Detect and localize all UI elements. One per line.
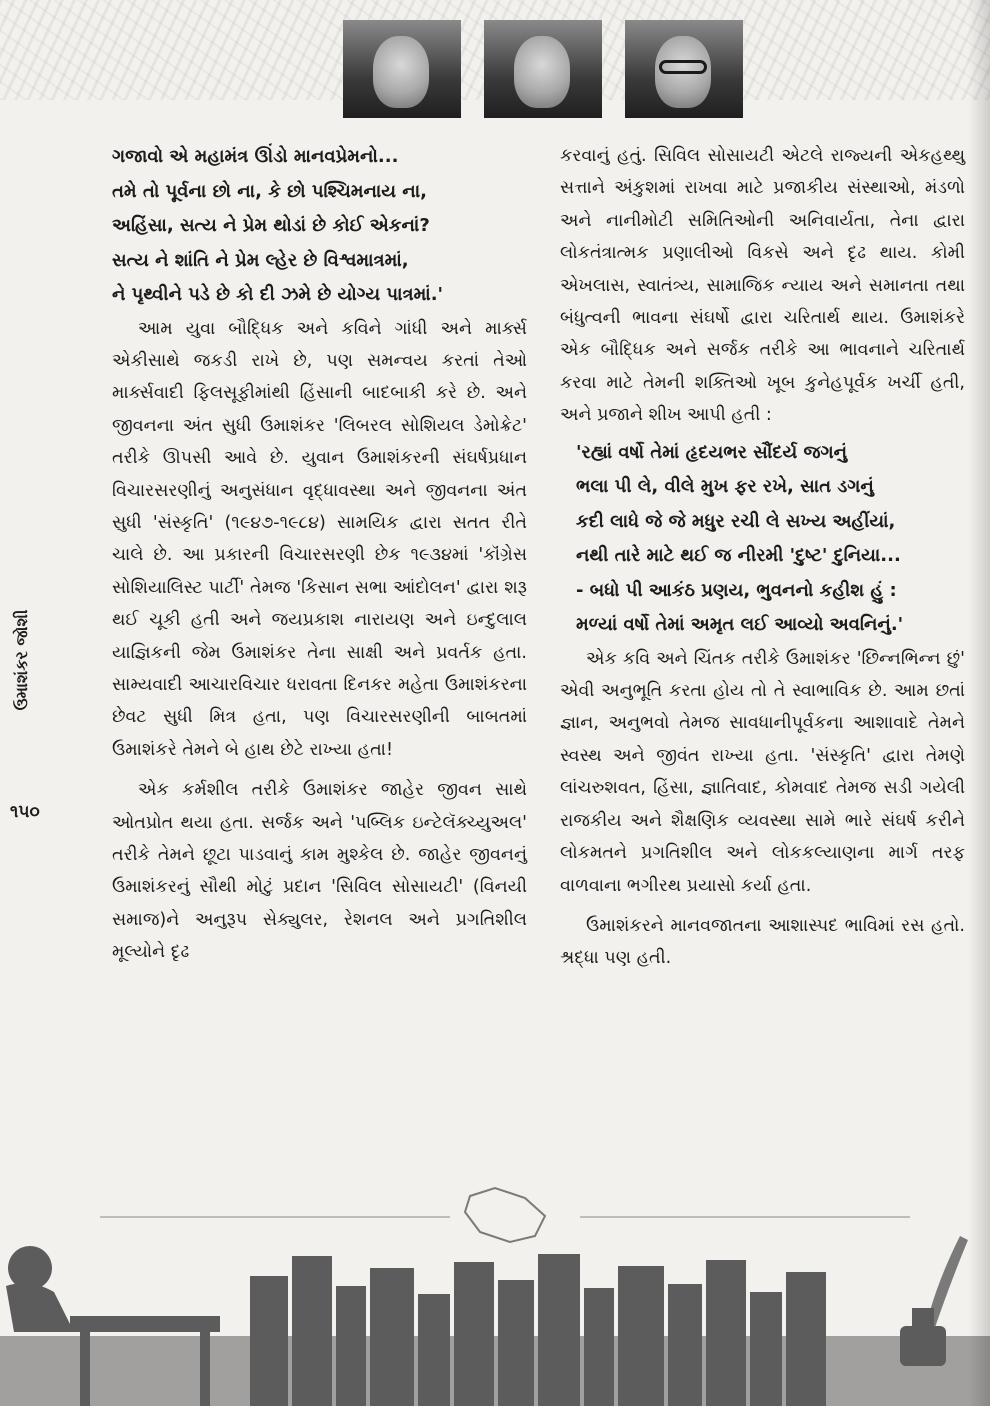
glasses-icon (659, 60, 707, 74)
portrait-face (514, 36, 570, 108)
poem-line: - બધો પી આકંઠ પ્રણય, ભુવનનો કહીશ હું : (576, 579, 897, 601)
portrait-photo-1 (343, 20, 461, 118)
portrait-face (373, 36, 429, 108)
poem-stanza-right (560, 436, 965, 643)
poem-line: મળ્યાં વર્ષો તેમાં અમૃત લઈ આવ્યો અવનિનું.' (576, 614, 904, 636)
poem-line: કદી લાધે જે જે મધુર રચી લે સખ્ય અહીંયાં, (576, 510, 896, 532)
running-title: ઉમાશંકર જોશી (12, 609, 31, 711)
poem-line: 'રહ્યાં વર્ષો તેમાં હૃદયભર સૌંદર્ય જગનું (576, 441, 848, 463)
body-paragraph: ઉમાશંકરને માનવજાતના આશાસ્પદ ભાવિમાં રસ હતો. શ્રદ્ધા પણ હતી. (560, 915, 965, 969)
body-paragraph: આમ યુવા બૌદ્ધિક અને કવિને ગાંધી અને માર્ક્સ એકીસાથે જકડી રાખે છે, પણ સમન્વય કરતાં તેઓ માર્ક્સવાદી ફિલસૂફીમાંથી હિંસાની બાદબાકી કરે છે. અને જીવનના અંત સુધી ઉમાશંકર 'લિબરલ સોશિયલ ડેમોક્રેટ' તરીકે ઊપસી આવે છે. યુવાન ઉમાશંકરની સંઘર્ષપ્રધાન વિચારસરણીનું અનુસંધાન વૃદ્ધાવસ્થા અને જીવનના અંત સુધી 'સંસ્કૃતિ' (૧૯૪૭-૧૯૮૪) સામયિક દ્વારા સતત રીતે ચાલે છે. આ પ્રકારની વિચારસરણી છેક ૧૯૩૪માં 'કૉંગ્રેસ સોશિયાલિસ્ટ પાર્ટી' તેમજ 'કિસાન સભા આંદોલન' દ્વારા શરૂ થઈ ચૂકી હતી અને જયપ્રકાશ નારાયણ અને ઇન્દુલાલ યાજ્ઞિકની જેમ ઉમાશંકર તેના સાક્ષી અને પ્રવર્તક હતા. સામ્યવાદી આચારવિચાર ધરાવતા દિનકર મહેતા ઉમાશંકરના છેવટ સુધી મિત્ર હતા, પણ વિચારસરણીની બાબતમાં ઉમાશંકરે તેમને બે હાથ છેટે રાખ્યા હતા! (112, 318, 527, 760)
left-column (112, 140, 527, 969)
page-number: ૧૫૦ (10, 802, 40, 822)
body-paragraph: એક કર્મશીલ તરીકે ઉમાશંકર જાહેર જીવન સાથે ઓતપ્રોત થયા હતા. સર્જક અને 'પબ્લિક ઇન્ટેલૅક્ચ્યુઅલ' તરીકે તેમને છૂટા પાડવાનું કામ મુશ્કેલ છે. જાહેર જીવનનું ઉમાશંકરનું સૌથી મોટું પ્રદાન 'સિવિલ સોસાયટી' (વિનયી સમાજ)ને અનુરૂપ સેક્યુલર, રેશનલ અને પ્રગતિશીલ મૂલ્યોને દૃઢ (112, 780, 527, 963)
page-edge-shadow (968, 0, 990, 1406)
poem-line: ને પૃથ્વીને પડે છે કો દી ઝમે છે યોગ્ય પાત્રમાં.' (112, 284, 444, 305)
poem-line: ભલા પી લે, વીલે મુખ ફર રખે, સાત ડગનું (576, 476, 874, 498)
poem-line: અહિંસા, સત્ય ને પ્રેમ થોડાં છે કોઈ એકનાં? (112, 215, 430, 236)
poem-line: ગજાવો એ મહામંત્ર ઊંડો માનવપ્રેમનો... (112, 146, 399, 167)
portrait-photo-2 (484, 20, 602, 118)
poem-stanza-left (112, 140, 527, 313)
body-paragraph: એક કવિ અને ચિંતક તરીકે ઉમાશંકર 'છિન્નભિન્ન છું' એવી અનુભૂતિ કરતા હોય તો તે સ્વાભાવિક છે. આમ છતાં જ્ઞાન, અનુભવો તેમજ સાવધાનીપૂર્વકના આશાવાદે તેમને સ્વસ્થ અને જીવંત રાખ્યા હતા. 'સંસ્કૃતિ' દ્વારા તેમણે લાંચરુશવત, હિંસા, જ્ઞાતિવાદ, કોમવાદ તેમજ સડી ગયેલી રાજકીય અને શૈક્ષણિક વ્યવસ્થા સામે ભારે સંઘર્ષ કરીને લોકમતને પ્રગતિશીલ અને લોકકલ્યાણના માર્ગ તરફ વાળવાના ભગીરથ પ્રયાસો કર્યા હતા. (560, 648, 965, 896)
body-paragraph: કરવાનું હતું. સિવિલ સોસાયટી એટલે રાજ્યની એકહથ્થુ સત્તાને અંકુશમાં રાખવા માટે પ્રજાકીય સંસ્થાઓ, મંડળો અને નાનીમોટી સમિતિઓની અનિવાર્યતા, તેના દ્વારા લોકતંત્રાત્મક પ્રણાલીઓ વિકસે અને દૃઢ થાય. કોમી એખલાસ, સ્વાતંત્ર્ય, સામાજિક ન્યાય અને સમાનતા તથા બંધુત્વની ભાવના સંઘર્ષો દ્વારા ચરિતાર્થ થાય. ઉમાશંકરે એક બૌદ્ધિક અને સર્જક તરીકે આ ભાવનાને ચરિતાર્થ કરવા માટે તેમની શક્તિઓ ખૂબ કુનેહપૂર્વક ખર્ચી હતી, અને પ્રજાને શીખ આપી હતી : (560, 146, 965, 426)
poem-line: તમે તો પૂર્વના છો ના, કે છો પશ્ચિમનાય ના, (112, 180, 427, 202)
poem-line: સત્ય ને શાંતિ ને પ્રેમ લ્હેર છે વિશ્વમાત્રમાં, (112, 249, 409, 271)
poem-line: નથી તારે માટે થઈ જ નીરમી 'દુષ્ટ' દુનિયા... (576, 545, 901, 567)
bookshelf-illustration (0, 1176, 990, 1406)
portrait-photo-3 (625, 20, 743, 118)
right-column (560, 140, 965, 975)
